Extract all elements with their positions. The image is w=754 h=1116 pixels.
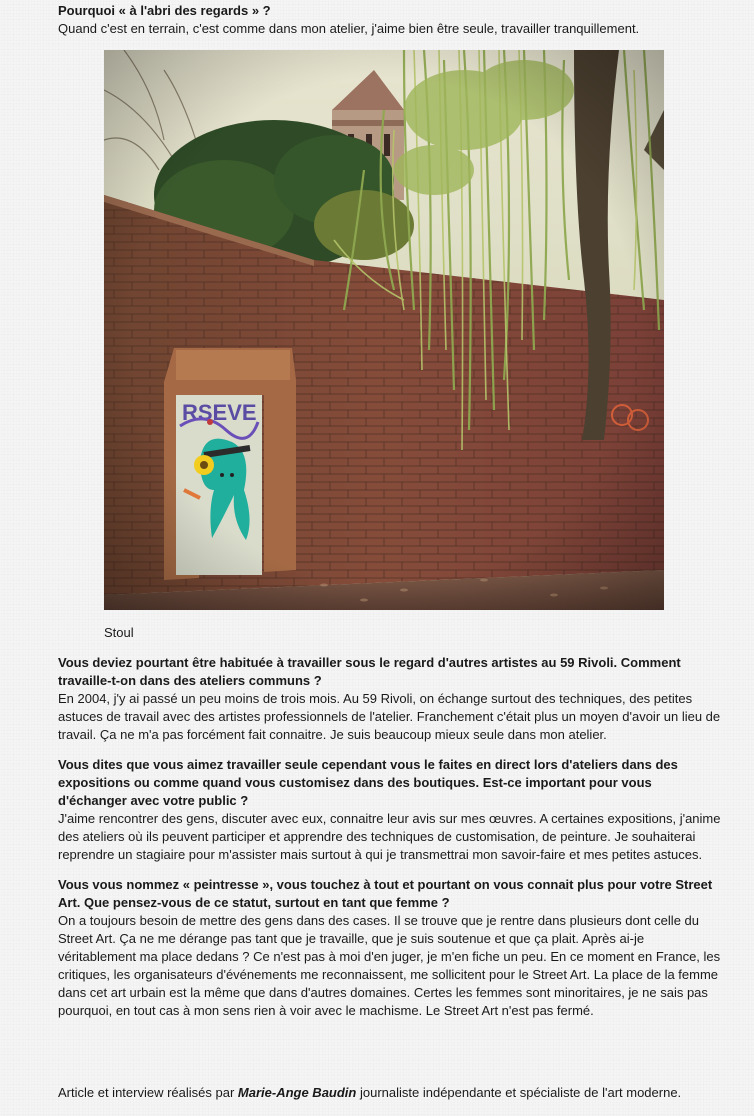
qa-answer: On a toujours besoin de mettre des gens dans des cases. Il se trouve que je rentre dans plusieurs dont celle du Street Art. Ça ne me dérange pas tant que je travaille, que je suis soutenue et que ça plait. Après ai-je véritablement ma place dedans ? Ce n'est pas à moi d'en juger, je m'en fiche un peu. En ce moment en France, les critiques, les organisateurs d'événements me reconnaissent, me sollicitent pour le Street Art. La place de la femme dans cet art urbain est la même que dans d'autres domaines. Certes les femmes sont minoritaires, je ne sais pas pourquoi, en tout cas à mon sens rien à voir avec le machisme. Le Street Art n'est pas fermé. bbox=[58, 913, 721, 1018]
author-name: Marie-Ange Baudin bbox=[237, 1085, 357, 1100]
intro-section bbox=[58, 2, 722, 38]
qa-question: Vous deviez pourtant être habituée à travailler sous le regard d'autres artistes au 59 Rivoli. Comment travaille-t-on dans des ateliers communs ? bbox=[58, 655, 681, 688]
intro-answer: Quand c'est en terrain, c'est comme dans mon atelier, j'aime bien être seule, travailler tranquillement. bbox=[58, 21, 640, 36]
qa-question: Vous vous nommez « peintresse », vous touchez à tout et pourtant on vous connait plus pour votre Street Art. Que pensez-vous de ce statut, surtout en tant que femme ? bbox=[58, 877, 713, 910]
qa-answer: J'aime rencontrer des gens, discuter avec eux, connaitre leur avis sur mes œuvres. A certaines expositions, j'anime des ateliers où ils peuvent participer et apprendre des techniques de customisation, de peinture. Je souhaiterai reprendre un stagiaire pour m'assister mais surtout à qui je transmettrai mon savoir-faire et mes petites astuces. bbox=[58, 811, 721, 862]
photo-caption: Stoul bbox=[104, 625, 134, 640]
credits-suffix: journaliste indépendante et spécialiste de l'art moderne. bbox=[356, 1085, 682, 1100]
qa-question: Vous dites que vous aimez travailler seule cependant vous le faites en direct lors d'ateliers dans des expositions ou comme quand vous customisez dans des boutiques. Est-ce important pour vous d'échanger avec votre public ? bbox=[58, 757, 678, 808]
qa-answer: En 2004, j'y ai passé un peu moins de trois mois. Au 59 Rivoli, on échange surtout des techniques, des petites astuces de travail avec des artistes professionnels de l'atelier. Franchement c'était plus un moyen d'avoir un lieu de travail. Ça ne m'a pas forcément fait connaitre. Je suis beaucoup mieux seule dans mon atelier. bbox=[58, 691, 721, 742]
street-art-photo bbox=[104, 50, 664, 610]
qa-item bbox=[58, 876, 722, 1020]
qa-item bbox=[58, 756, 722, 864]
qa-item bbox=[58, 654, 722, 744]
qa-section bbox=[58, 654, 722, 1020]
photo-illustration bbox=[104, 50, 664, 610]
credits-prefix: Article et interview réalisés par bbox=[58, 1085, 238, 1100]
article-credits bbox=[58, 1084, 748, 1102]
intro-question: Pourquoi « à l'abri des regards » ? bbox=[58, 3, 271, 18]
